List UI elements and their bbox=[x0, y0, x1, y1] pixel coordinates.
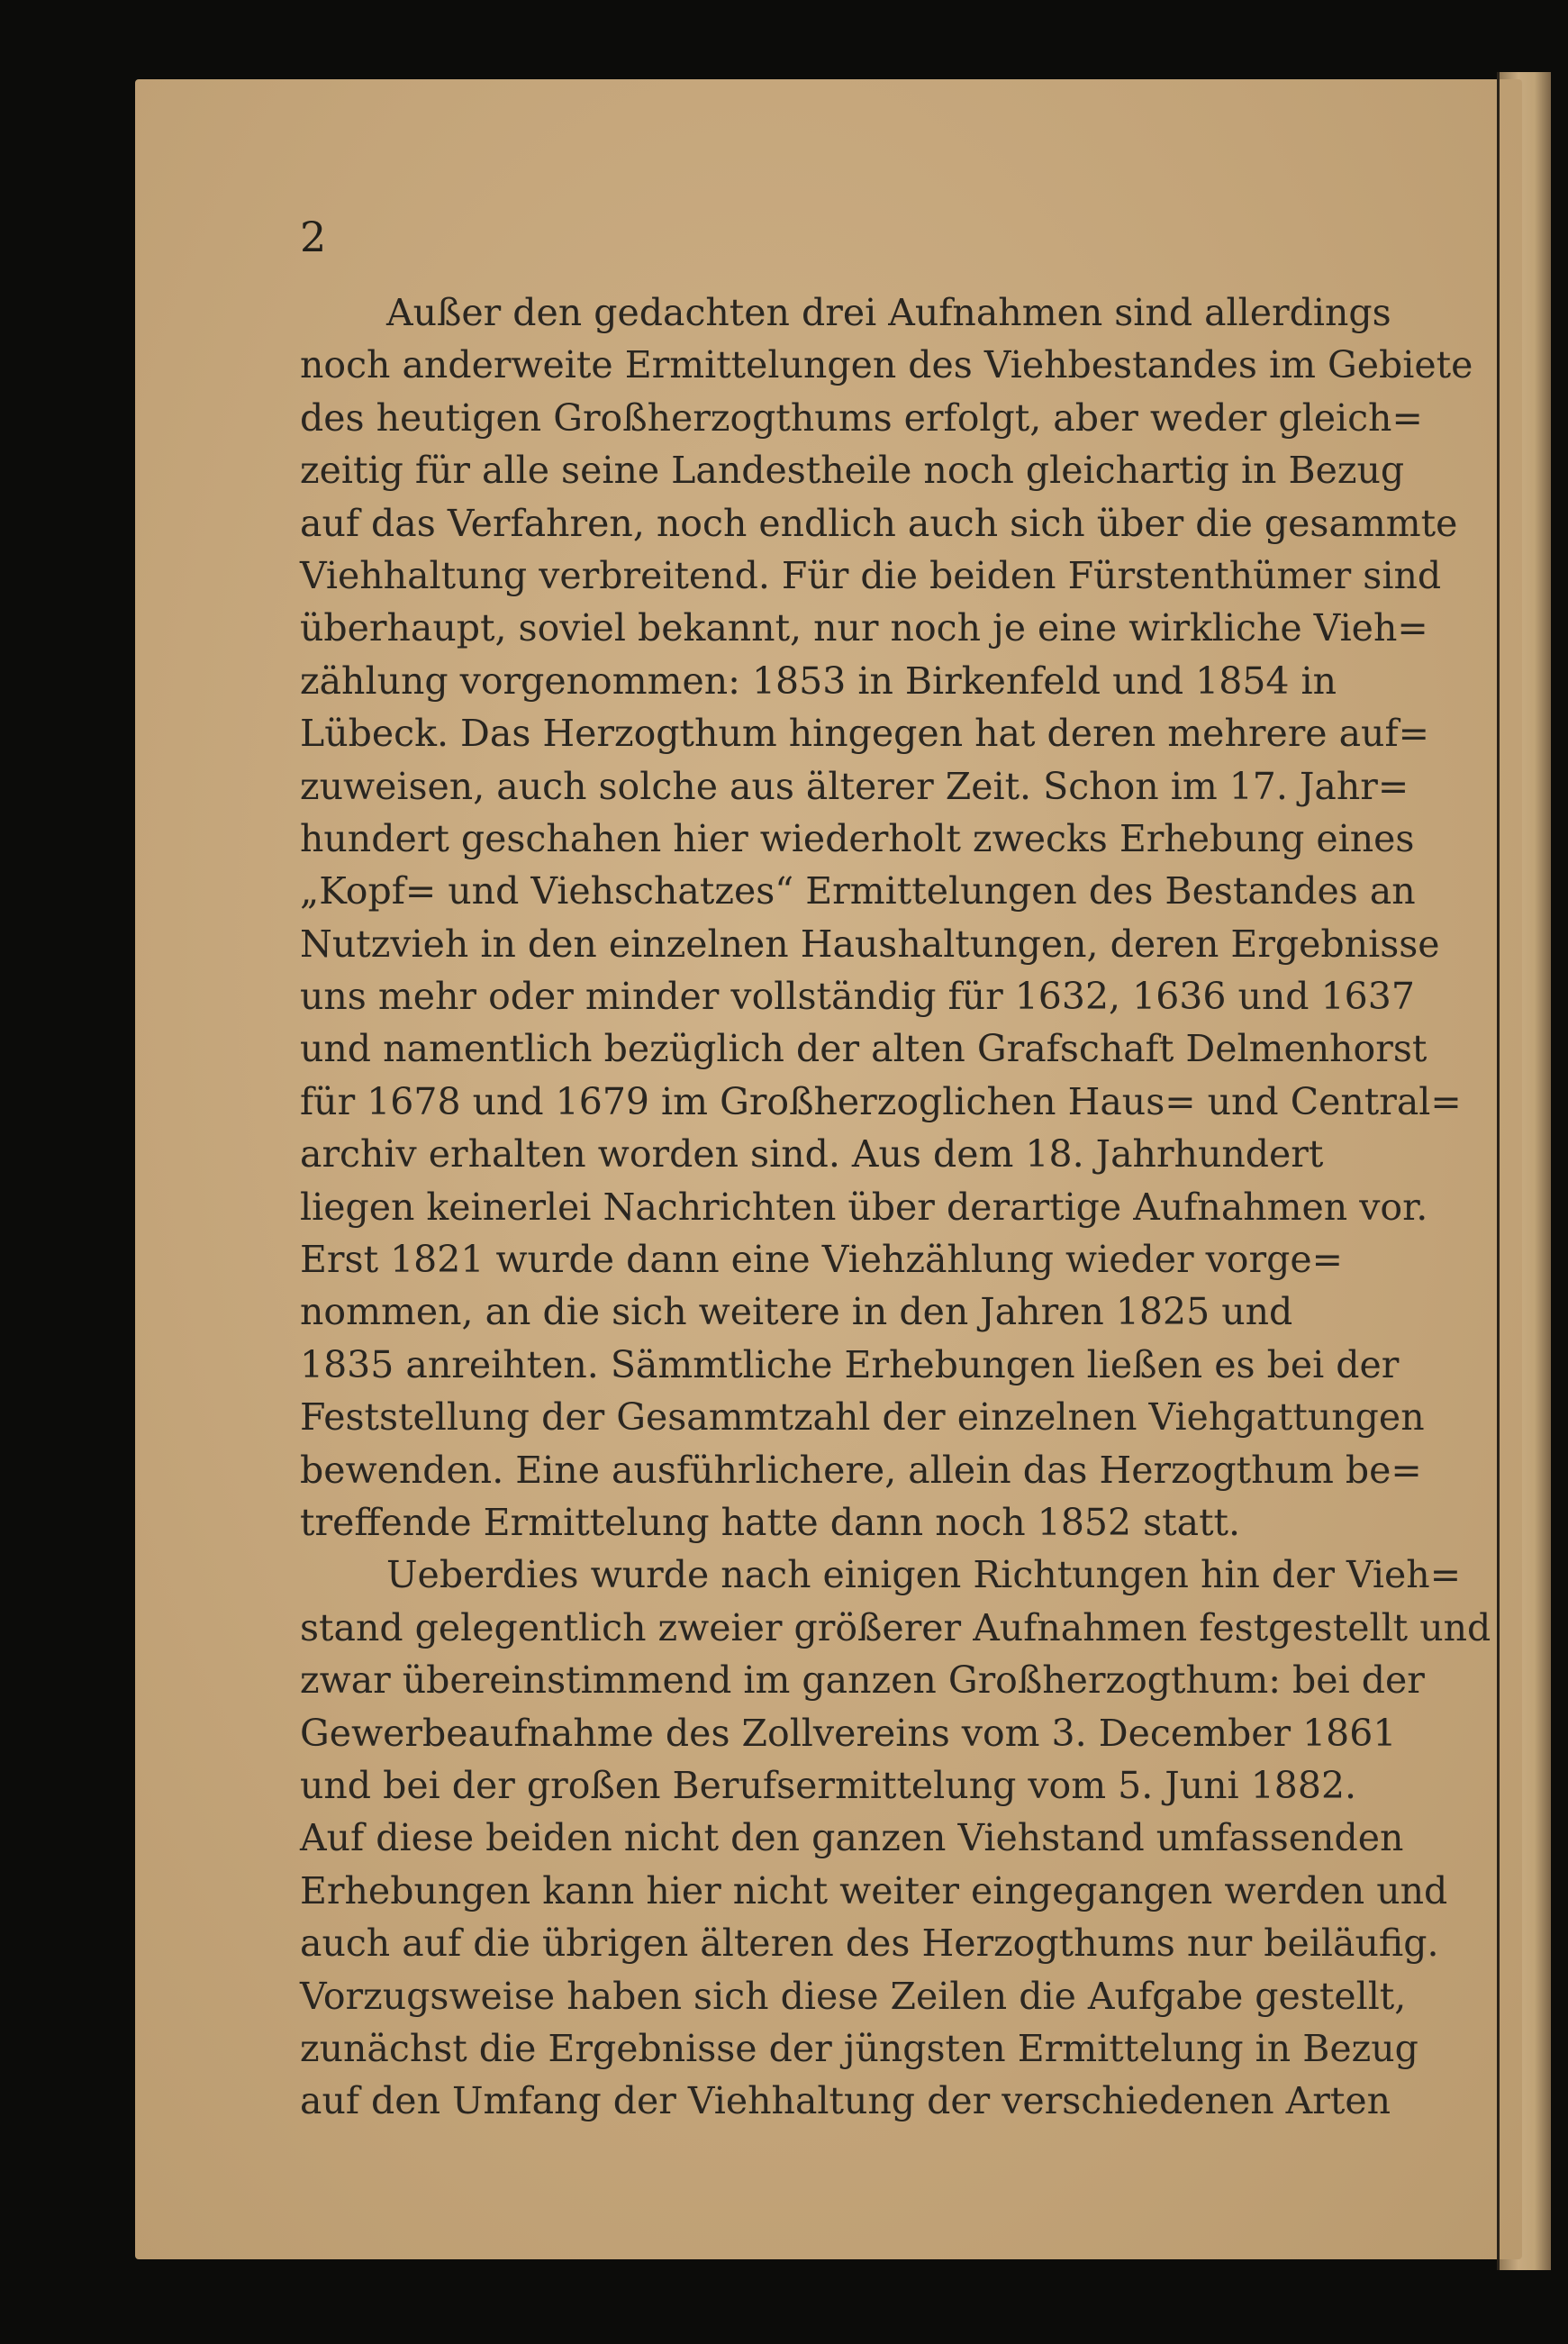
text-line: Nutzvieh in den einzelnen Haushaltungen, deren Ergebnisse bbox=[300, 922, 1440, 966]
text-line: Feststellung der Gesammtzahl der einzelnen Viehgattungen bbox=[300, 1395, 1425, 1440]
text-line: und bei der großen Berufsermittelung vom 5. Juni 1882. bbox=[300, 1763, 1357, 1807]
text-line: 1835 anreihten. Sämmtliche Erhebungen ließen es bei der bbox=[300, 1342, 1400, 1386]
text-line: zunächst die Ergebnisse der jüngsten Ermittelung in Bezug bbox=[300, 2026, 1418, 2070]
text-line: liegen keinerlei Nachrichten über derartige Aufnahmen vor. bbox=[300, 1185, 1428, 1229]
text-line: zeitig für alle seine Landestheile noch gleichartig in Bezug bbox=[300, 449, 1405, 493]
text-line: zwar übereinstimmend im ganzen Großherzogthum: bei der bbox=[300, 1658, 1425, 1703]
text-line: auf den Umfang der Viehhaltung der verschiedenen Arten bbox=[300, 2079, 1391, 2123]
text-line: Gewerbeaufnahme des Zollvereins vom 3. December 1861 bbox=[300, 1711, 1397, 1755]
text-line: Auf diese beiden nicht den ganzen Viehstand umfassenden bbox=[300, 1816, 1404, 1860]
text-line: für 1678 und 1679 im Großherzoglichen Haus= und Central= bbox=[300, 1079, 1462, 1123]
text-line: und namentlich bezüglich der alten Grafschaft Delmenhorst bbox=[300, 1027, 1428, 1071]
page-fold bbox=[1497, 72, 1500, 2270]
text-line: Viehhaltung verbreitend. Für die beiden Fürstenthümer sind bbox=[300, 553, 1442, 597]
text-line: uns mehr oder minder vollständig für 1632, 1636 und 1637 bbox=[300, 975, 1415, 1019]
page-number: 2 bbox=[300, 213, 327, 261]
text-line: Erst 1821 wurde dann eine Viehzählung wieder vorge= bbox=[300, 1238, 1343, 1282]
text-line: auf das Verfahren, noch endlich auch sich über die gesammte bbox=[300, 501, 1458, 545]
text-line: zählung vorgenommen: 1853 in Birkenfeld und 1854 in bbox=[300, 659, 1337, 703]
text-line: des heutigen Großherzogthums erfolgt, aber weder gleich= bbox=[300, 395, 1423, 440]
text-line: Lübeck. Das Herzogthum hingegen hat deren mehrere auf= bbox=[300, 712, 1429, 756]
text-line: überhaupt, soviel bekannt, nur noch je eine wirkliche Vieh= bbox=[300, 606, 1428, 650]
text-line: archiv erhalten worden sind. Aus dem 18. Jahrhundert bbox=[300, 1132, 1324, 1177]
text-line: Vorzugsweise haben sich diese Zeilen die Aufgabe gestellt, bbox=[300, 1974, 1407, 2018]
text-line: treffende Ermittelung hatte dann noch 1852 statt. bbox=[300, 1500, 1241, 1544]
text-line: noch anderweite Ermittelungen des Viehbestandes im Gebiete bbox=[300, 343, 1473, 387]
text-line: Ueberdies wurde nach einigen Richtungen hin der Vieh= bbox=[386, 1553, 1462, 1597]
paragraphs bbox=[300, 286, 1491, 2128]
text-line: Außer den gedachten drei Aufnahmen sind allerdings bbox=[386, 291, 1391, 334]
text-line: „Kopf= und Viehschatzes“ Ermittelungen des Bestandes an bbox=[300, 869, 1416, 913]
text-line: bewenden. Eine ausführlichere, allein das Herzogthum be= bbox=[300, 1448, 1422, 1492]
text-line: nommen, an die sich weitere in den Jahren 1825 und bbox=[300, 1290, 1293, 1334]
text-line: stand gelegentlich zweier größerer Aufnahmen festgestellt und bbox=[300, 1605, 1491, 1649]
text-line: auch auf die übrigen älteren des Herzogthums nur beiläufig. bbox=[300, 1922, 1439, 1966]
page-text bbox=[300, 286, 1491, 2128]
text-line: zuweisen, auch solche aus älterer Zeit. Schon im 17. Jahr= bbox=[300, 764, 1409, 808]
text-line: hundert geschahen hier wiederholt zwecks Erhebung eines bbox=[300, 816, 1415, 860]
text-line: Erhebungen kann hier nicht weiter eingegangen werden und bbox=[300, 1868, 1448, 1912]
